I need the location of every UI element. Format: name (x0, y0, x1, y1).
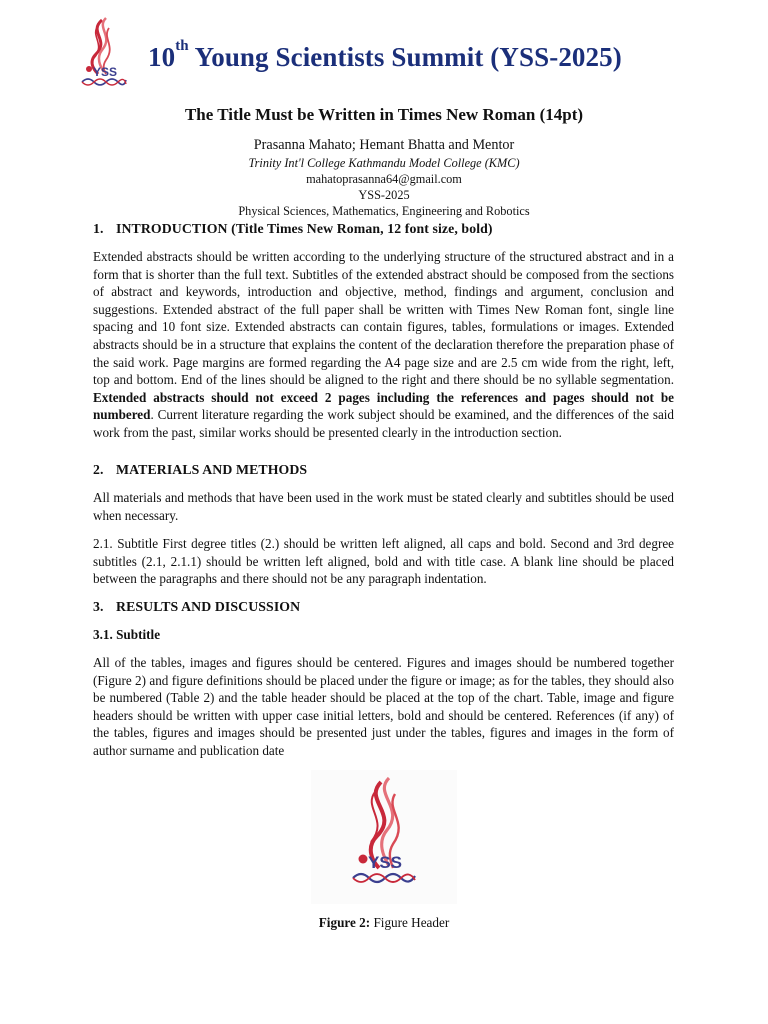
paragraph-introduction: Extended abstracts should be written according to the underlying structure of the structured abstract and in a form that is shorter than the full text. Subtitles of the extended abstract should be composed from the sections of abstract and keywords, introduction and objective, method, findings and argument, conclusion and suggestions. Extended abstract of the full paper shall be written with Times New Roman font, single line spacing and 10 font size. Extended abstracts can contain figures, tables, formulations or images. Extended abstracts should be in a structure that explains the content of the declaration therefore the preparation phase of the said work. Page margins are formed regarding the A4 page size and are 2.5 cm wide from the right, left, top and bottom. End of the lines should be aligned to the right and there should be no syllable segmentation. Extended abstracts should not exceed 2 pages including the references and pages should not be numbered. Current literature regarding the work subject should be examined, and the differences of the said work from the past, similar works should be presented clearly in the introduction section. (93, 249, 674, 440)
summit-title: 10th Young Scientists Summit (YSS-2025) (148, 38, 622, 72)
conference-label: YSS-2025 (358, 188, 410, 202)
authors: Prasanna Mahato; Hemant Bhatta and Mentor (253, 137, 515, 153)
section-heading-introduction: 1. INTRODUCTION (Title Times New Roman, 12 font size, bold) (93, 221, 493, 236)
email: mahatoprasanna64@gmail.com (306, 172, 462, 186)
subsection-heading: 3.1. Subtitle (93, 627, 161, 642)
figure-caption: Figure 2: Figure Header (318, 915, 450, 930)
svg-text:YSS: YSS (368, 853, 403, 872)
paragraph-methods-2: 2.1. Subtitle First degree titles (2.) should be written left aligned, all caps and bold. Second and 3rd degree subtitles (2.1, 2.1.1) should be written left aligned, bold and with title case. A blank line should be placed between the paragraphs and there should not be any paragraph indentation. (93, 536, 674, 587)
paragraph-methods-1: All materials and methods that have been used in the work must be stated clearly and subtitles should be used when necessary. (93, 490, 674, 523)
svg-text:YSS: YSS (93, 65, 118, 79)
section-heading-results: 3. RESULTS AND DISCUSSION (93, 599, 301, 614)
yss-logo-large (311, 770, 457, 904)
affiliation: Trinity Int'l College Kathmandu Model College (KMC) (248, 156, 520, 170)
yss-logo (76, 14, 128, 90)
paper-title: The Title Must be Written in Times New Roman (14pt) (184, 105, 584, 124)
paragraph-results: All of the tables, images and figures should be centered. Figures and images should be numbered together (Figure 2) and figure definitions should be placed under the figure or image; as for the tables, they should also be numbered (Table 2) and the table header should be placed at the top of the chart. Table, image and figure headers should be written with upper case initial letters, bold and should be centered. References (if any) of the tables, figures and images should be presented just under the tables, figures and images in the form of author surname and publication date (93, 655, 674, 758)
figure-image (311, 770, 457, 904)
track-label: Physical Sciences, Mathematics, Engineering and Robotics (238, 204, 530, 218)
section-heading-methods: 2. MATERIALS AND METHODS (93, 462, 308, 477)
header (76, 14, 696, 92)
